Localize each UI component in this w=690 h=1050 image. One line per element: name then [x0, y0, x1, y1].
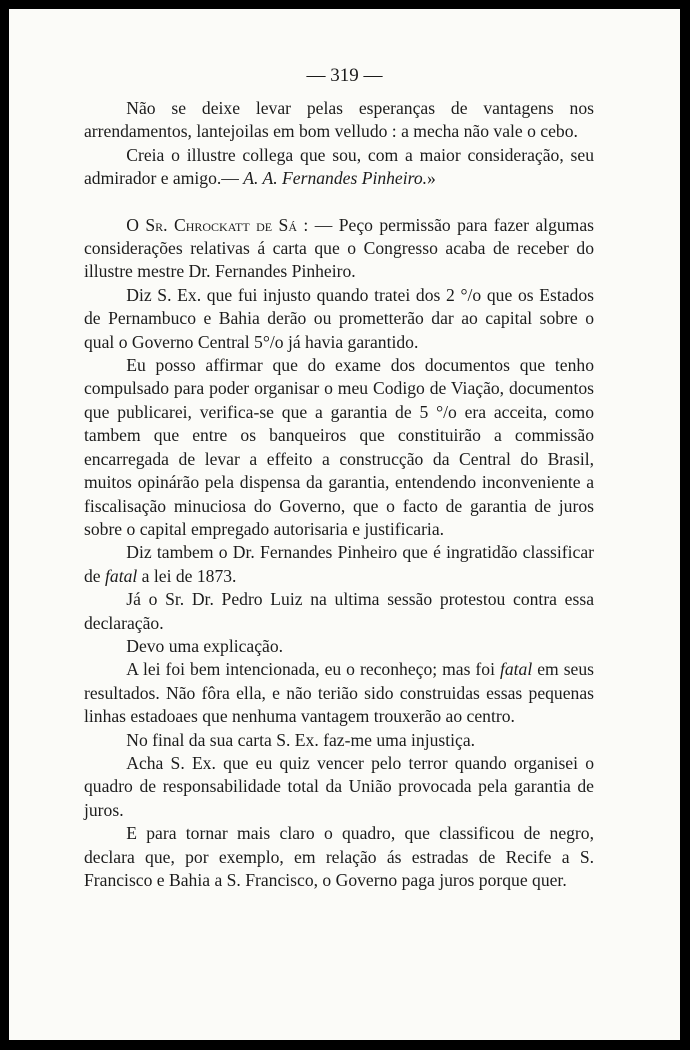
body-text [84, 97, 594, 892]
emphasis-fatal: fatal [105, 565, 138, 586]
paragraph-3 [84, 214, 594, 284]
paragraph-5: Eu posso affirmar que do exame dos documentos que tenho compulsado para poder organisar o meu Codigo de Viação, documentos que publicarei, verifica-se que a garantia de 5 °/o era acceita, como tambem que entre os banqueiros que constituirão a commissão encarregada de levar a effeito a construcção da Central do Brasil, muitos opinárão pela dispensa da garantia, entendendo inconveniente a fiscalisação minuciosa do Governo, que o facto de garantia de juros sobre o capital empregado autorisaria e justificaria. [84, 355, 594, 539]
paragraph-2-text: Creia o illustre collega que sou, com a maior consideração, seu admirador e amigo.— [84, 144, 594, 189]
closing-quote: » [427, 168, 436, 189]
paragraph-1: Não se deixe levar pelas esperanças de vantagens nos arrendamentos, lantejoilas em bom velludo : a mecha não vale o cebo. [84, 98, 594, 142]
paragraph-9 [84, 658, 594, 728]
paragraph-6 [84, 541, 594, 588]
paragraph-9-text: A lei foi bem intencionada, eu o reconheço; mas foi [126, 659, 500, 680]
paragraph-3-text: : — Peço permissão para fazer algumas considerações relativas á carta que o Congresso acaba de receber do illustre mestre Dr. Fernandes Pinheiro. [84, 214, 595, 282]
paragraph-2 [84, 144, 594, 191]
page-number: — 319 — [306, 65, 383, 86]
paragraph-11: Acha S. Ex. que eu quiz vencer pelo terror quando organisei o quadro de responsabilidade total da União provocada pela garantia de juros. [84, 752, 594, 820]
paragraph-8: Devo uma explicação. [126, 635, 284, 656]
paragraph-7: Já o Sr. Dr. Pedro Luiz na ultima sessão protestou contra essa declaração. [84, 589, 594, 633]
signature: A. A. Fernandes Pinheiro. [243, 168, 428, 189]
paragraph-4: Diz S. Ex. que fui injusto quando tratei dos 2 °/o que os Estados de Pernambuco e Bahia derão ou prometterão dar ao capital sobre o qual o Governo Central 5°/o já havia garantido. [84, 284, 594, 352]
book-page [9, 9, 680, 1040]
paragraph-10: No final da sua carta S. Ex. faz-me uma injustiça. [126, 729, 476, 750]
paragraph-9-end: em seus resultados. Não fôra ella, e não terião sido construidas essas pequenas linhas estadoaes que nenhuma vantagem trouxerão ao centro. [84, 659, 594, 727]
speaker-name: O Sr. Chrockatt de Sá [126, 214, 297, 235]
paragraph-6-end: a lei de 1873. [137, 565, 237, 586]
paragraph-6-text: Diz tambem o Dr. Fernandes Pinheiro que é ingratidão classificar de [84, 542, 594, 586]
paragraph-12: E para tornar mais claro o quadro, que classificou de negro, declara que, por exemplo, em relação ás estradas de Recife a S. Francisco e Bahia a S. Francisco, o Governo paga juros porque quer. [84, 823, 594, 890]
emphasis-fatal: fatal [499, 659, 533, 680]
